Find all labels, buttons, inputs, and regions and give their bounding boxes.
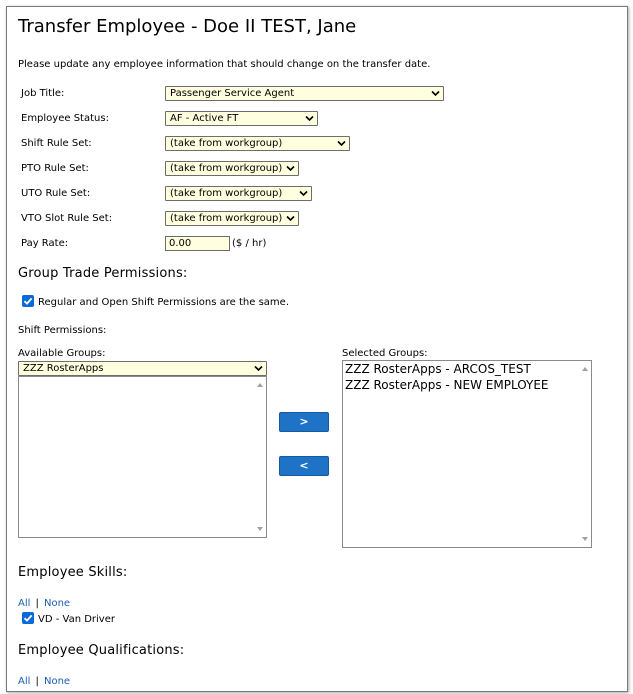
pto-rule-set-label: PTO Rule Set: bbox=[21, 163, 89, 174]
chevron-down-icon bbox=[337, 140, 346, 147]
chevron-down-icon bbox=[286, 215, 295, 222]
selected-group-item[interactable]: ZZZ RosterApps - NEW EMPLOYEE bbox=[345, 378, 549, 392]
qualifications-select-links bbox=[18, 669, 70, 688]
separator: | bbox=[35, 676, 39, 687]
uto-rule-set-select[interactable] bbox=[165, 186, 312, 201]
shift-rule-set-select[interactable] bbox=[165, 136, 350, 151]
vto-slot-rule-set-select[interactable] bbox=[165, 211, 299, 226]
same-permissions-checkbox[interactable] bbox=[22, 295, 34, 307]
uto-rule-set-label: UTO Rule Set: bbox=[21, 188, 91, 199]
scroll-down-icon[interactable] bbox=[257, 527, 263, 531]
remove-group-button[interactable]: < bbox=[279, 456, 329, 476]
add-group-button[interactable]: > bbox=[279, 412, 329, 432]
scroll-down-icon[interactable] bbox=[582, 537, 588, 541]
scroll-up-icon[interactable] bbox=[257, 383, 263, 387]
transfer-employee-dialog bbox=[6, 6, 628, 692]
employee-status-label: Employee Status: bbox=[21, 113, 109, 124]
available-groups-value: ZZZ RosterApps bbox=[23, 363, 104, 374]
pay-rate-input[interactable]: 0.00 bbox=[165, 236, 230, 251]
chevron-down-icon bbox=[254, 365, 263, 372]
shift-rule-set-value: (take from workgroup) bbox=[170, 138, 283, 149]
chevron-down-icon bbox=[431, 90, 440, 97]
selected-groups-label: Selected Groups: bbox=[342, 348, 428, 359]
employee-status-value: AF - Active FT bbox=[170, 113, 239, 124]
employee-qualifications-heading: Employee Qualifications: bbox=[18, 643, 185, 658]
pto-rule-set-value: (take from workgroup) bbox=[170, 163, 283, 174]
qualifications-all-link[interactable]: All bbox=[18, 676, 31, 687]
employee-skills-heading: Employee Skills: bbox=[18, 565, 128, 580]
skill-checkbox-vd[interactable] bbox=[22, 612, 34, 624]
vto-slot-rule-set-label: VTO Slot Rule Set: bbox=[21, 213, 113, 224]
pay-rate-label: Pay Rate: bbox=[21, 238, 69, 249]
selected-group-item[interactable]: ZZZ RosterApps - ARCOS_TEST bbox=[345, 362, 531, 376]
scroll-up-icon[interactable] bbox=[582, 367, 588, 371]
separator: | bbox=[35, 598, 39, 609]
job-title-select[interactable] bbox=[165, 86, 444, 101]
job-title-label: Job Title: bbox=[21, 88, 65, 99]
vto-slot-rule-set-value: (take from workgroup) bbox=[170, 213, 283, 224]
page-title: Transfer Employee - Doe II TEST, Jane bbox=[18, 16, 357, 37]
uto-rule-set-value: (take from workgroup) bbox=[170, 188, 283, 199]
intro-text: Please update any employee information that should change on the transfer date. bbox=[18, 59, 431, 70]
shift-permissions-label: Shift Permissions: bbox=[18, 325, 107, 336]
skills-all-link[interactable]: All bbox=[18, 598, 31, 609]
shift-rule-set-label: Shift Rule Set: bbox=[21, 138, 92, 149]
available-groups-select[interactable] bbox=[18, 361, 267, 376]
pto-rule-set-select[interactable] bbox=[165, 161, 299, 176]
available-groups-listbox[interactable] bbox=[18, 376, 267, 538]
checkmark-icon bbox=[23, 613, 33, 623]
available-groups-label: Available Groups: bbox=[18, 348, 106, 359]
employee-status-select[interactable] bbox=[165, 111, 318, 126]
chevron-down-icon bbox=[299, 190, 308, 197]
skills-none-link[interactable]: None bbox=[43, 598, 71, 609]
same-permissions-label: Regular and Open Shift Permissions are the same. bbox=[38, 297, 289, 308]
pay-rate-unit: ($ / hr) bbox=[232, 238, 267, 249]
chevron-down-icon bbox=[286, 165, 295, 172]
job-title-value: Passenger Service Agent bbox=[170, 88, 295, 99]
chevron-down-icon bbox=[305, 115, 314, 122]
skill-label: VD - Van Driver bbox=[38, 614, 115, 625]
checkmark-icon bbox=[23, 296, 33, 306]
qualifications-none-link[interactable]: None bbox=[43, 676, 71, 687]
skills-select-links bbox=[18, 591, 70, 610]
group-trade-heading: Group Trade Permissions: bbox=[18, 266, 188, 281]
selected-groups-listbox[interactable] bbox=[342, 360, 592, 548]
